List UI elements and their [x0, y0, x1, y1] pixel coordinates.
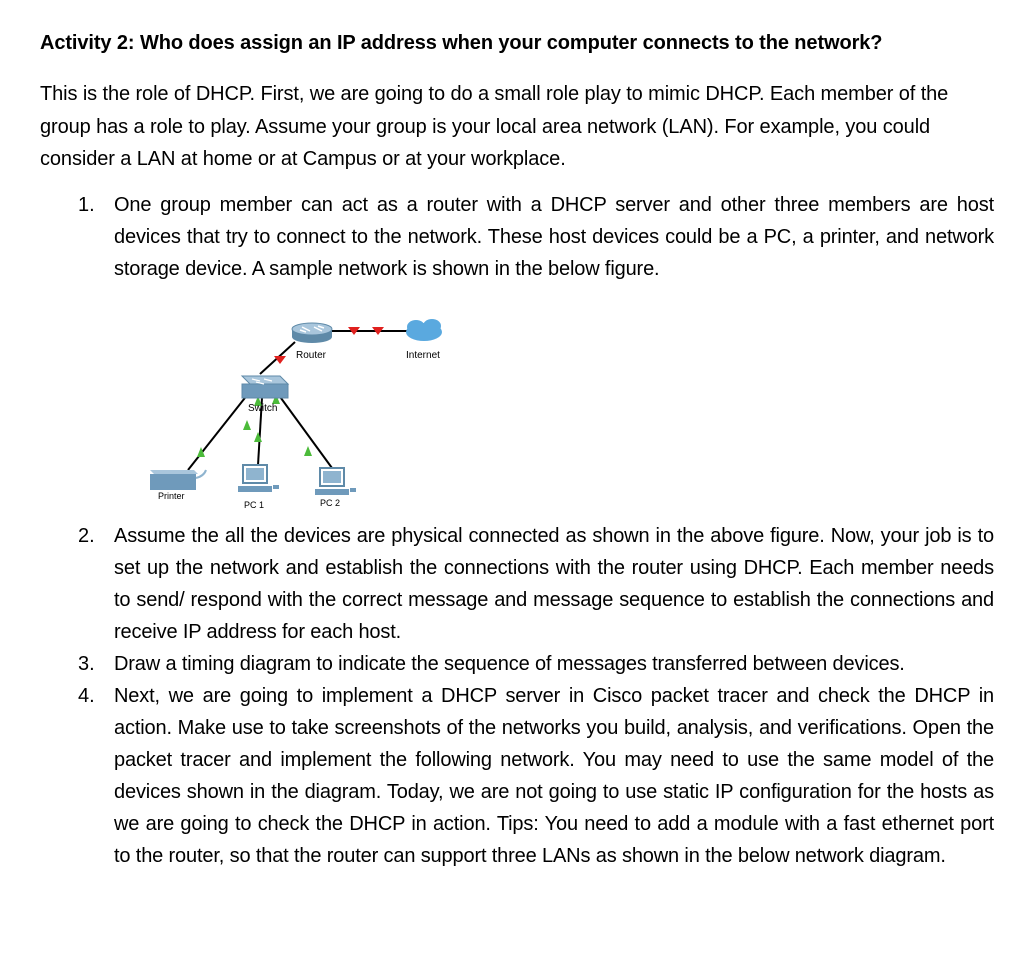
printer-icon — [150, 470, 206, 490]
up-marker — [243, 420, 251, 430]
pc2-icon — [315, 468, 356, 495]
list-item-number: 2. — [78, 525, 95, 547]
internet-label: Internet — [406, 350, 440, 361]
list-item-text: Draw a timing diagram to indicate the sequence of messages transferred between devices. — [114, 653, 905, 675]
network-diagram — [140, 312, 470, 520]
list-item — [0, 189, 1024, 285]
list-item-number: 1. — [78, 194, 95, 216]
printer-label: Printer — [158, 491, 185, 501]
intro-paragraph: This is the role of DHCP. First, we are going to do a small role play to mimic DHCP. Each member of the group has a role to play. Assume your group is your local area network (LAN). For example, you could consider a LAN at home or at Campus or at your workplace. — [40, 83, 949, 170]
list-item-number: 3. — [78, 653, 95, 675]
link-switch-printer — [188, 394, 248, 470]
switch-icon — [242, 376, 288, 398]
pc1-label: PC 1 — [244, 500, 265, 510]
instruction-list-continued — [0, 520, 1024, 872]
cloud-icon — [406, 319, 442, 341]
activity-heading: Activity 2: Who does assign an IP address when your computer connects to the network? — [40, 32, 883, 54]
list-item — [0, 648, 1024, 680]
switch-label: Switch — [248, 403, 278, 414]
list-item-text: One group member can act as a router with a DHCP server and other three members are host devices that try to connect to the network. These host devices could be a PC, a printer, and network storage device. A sample network is shown in the below figure. — [114, 194, 994, 280]
list-item-text: Next, we are going to implement a DHCP server in Cisco packet tracer and check the DHCP in action. Make use to take screenshots of the networks you build, analysis, and verifications. Open the packet tracer and implement the following network. You may need to use the same model of the devices shown in the diagram. Today, we are not going to use static IP configuration for the hosts as we are going to check the DHCP in action. Tips: You need to add a module with a fast ethernet port to the router, so that the router can support three LANs as shown in the below network diagram. — [114, 685, 994, 867]
router-label: Router — [296, 350, 327, 361]
up-marker — [304, 446, 312, 456]
list-item-text: Assume the all the devices are physical connected as shown in the above figure. Now, your job is to set up the network and establish the connections with the router using DHCP. Each member needs to send/ respond with the correct message and message sequence to establish the connections and receive IP address for each host. — [114, 525, 994, 643]
instruction-list — [0, 189, 1024, 285]
list-item — [0, 680, 1024, 872]
pc1-icon — [238, 465, 279, 492]
list-item — [0, 520, 1024, 648]
link-switch-pc2 — [278, 394, 332, 468]
pc2-label: PC 2 — [320, 498, 341, 508]
router-icon — [292, 323, 332, 343]
list-item-number: 4. — [78, 685, 95, 707]
